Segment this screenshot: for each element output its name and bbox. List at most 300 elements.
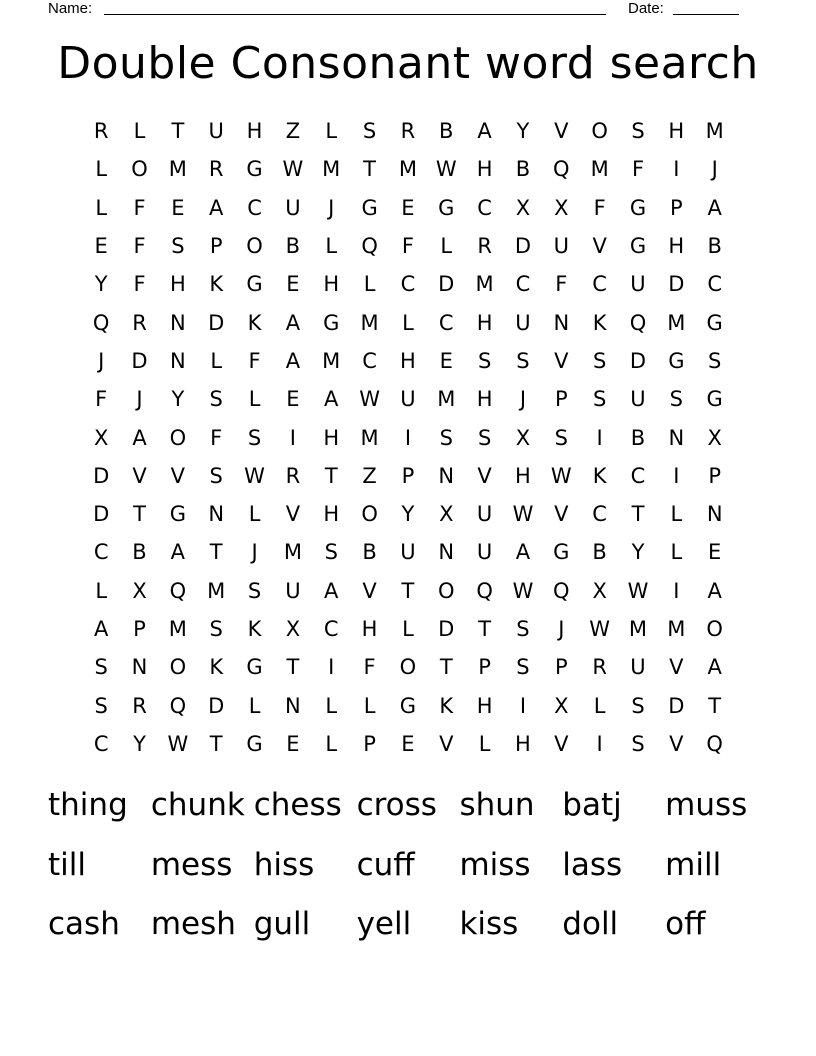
grid-letter: R (208, 157, 224, 182)
grid-letter: O (246, 234, 263, 259)
grid-letter: C (93, 540, 109, 565)
grid-letter: T (171, 119, 185, 144)
grid-letter: U (285, 195, 301, 220)
grid-letter: W (589, 617, 611, 641)
grid-letter: T (286, 655, 300, 680)
grid-letter: U (476, 502, 493, 527)
grid-letter: V (439, 731, 454, 756)
grid-row (82, 150, 734, 188)
grid-letter: H (668, 119, 685, 144)
grid-letter: M (628, 617, 648, 641)
grid-letter: M (360, 425, 379, 450)
grid-letter: Y (631, 540, 645, 565)
grid-letter: I (289, 425, 296, 450)
grid-letter: Q (553, 157, 570, 182)
word-bank-row (48, 836, 768, 896)
grid-letter: G (246, 157, 263, 182)
grid-letter: L (95, 578, 108, 603)
word-bank-item: batj (562, 787, 622, 824)
grid-letter: Q (553, 578, 570, 603)
date-label: Date: (628, 0, 664, 17)
grid-letter: L (670, 502, 683, 527)
grid-letter: P (669, 195, 683, 220)
grid-letter: C (362, 348, 377, 373)
grid-letter: F (133, 195, 146, 220)
grid-letter: P (478, 655, 491, 680)
grid-letter: K (439, 693, 454, 718)
grid-letter: E (286, 272, 300, 297)
grid-letter: C (247, 195, 262, 220)
grid-letter: H (476, 693, 493, 718)
grid-letter: B (630, 425, 646, 450)
grid-letter: Y (171, 387, 185, 412)
word-bank-item: off (665, 906, 706, 943)
grid-letter: F (555, 272, 568, 297)
grid-letter: F (133, 234, 146, 259)
grid-letter: F (133, 272, 146, 297)
grid-letter: M (475, 272, 494, 297)
grid-letter: S (247, 578, 262, 603)
grid-letter: W (512, 578, 534, 603)
grid-letter: S (631, 731, 645, 756)
grid-letter: W (627, 578, 649, 603)
grid-letter: T (401, 578, 415, 603)
grid-letter: D (629, 348, 647, 373)
grid-letter: O (361, 502, 378, 527)
grid-letter: D (514, 234, 532, 259)
grid-letter: T (209, 731, 223, 756)
grid-letter: G (246, 272, 263, 297)
grid-letter: H (476, 387, 493, 412)
grid-letter: P (554, 655, 568, 680)
grid-letter: I (596, 425, 603, 450)
grid-letter: I (519, 693, 527, 718)
grid-letter: G (706, 387, 723, 412)
grid-letter: S (554, 425, 568, 450)
word-bank-item: yell (356, 906, 412, 943)
grid-letter: A (285, 348, 301, 373)
grid-letter: H (515, 731, 531, 756)
grid-letter: F (401, 234, 414, 259)
grid-letter: W (550, 463, 572, 488)
grid-letter: G (706, 310, 723, 335)
grid-letter: E (94, 234, 108, 259)
grid-letter: W (512, 502, 534, 527)
grid-letter: M (437, 387, 456, 412)
grid-letter: W (167, 731, 189, 756)
grid-letter: G (668, 348, 685, 373)
grid-letter: C (592, 272, 607, 297)
grid-letter: F (363, 655, 376, 680)
word-bank-item: chunk (150, 787, 245, 824)
grid-letter: N (131, 655, 148, 680)
grid-letter: G (553, 540, 570, 565)
grid-letter: G (361, 195, 378, 220)
grid-letter: V (554, 731, 569, 756)
grid-letter: T (439, 655, 453, 680)
grid-letter: J (711, 157, 718, 182)
grid-letter: A (324, 578, 339, 603)
grid-letter: G (399, 693, 417, 718)
grid-letter: C (707, 272, 722, 297)
grid-letter: I (596, 731, 603, 756)
grid-letter: H (323, 502, 340, 527)
grid-letter: X (515, 195, 531, 220)
grid-letter: Q (92, 310, 110, 335)
grid-letter: X (515, 425, 531, 450)
grid-letter: K (247, 617, 262, 641)
grid-row (82, 227, 734, 265)
grid-letter: T (209, 540, 223, 565)
grid-letter: L (248, 387, 261, 412)
grid-letter: F (95, 387, 108, 412)
grid-letter: Y (401, 502, 415, 527)
grid-letter: X (132, 578, 147, 603)
grid-row (82, 495, 734, 533)
word-bank-item: muss (665, 787, 748, 824)
word-bank-item: cuff (356, 846, 415, 883)
grid-letter: L (325, 119, 338, 144)
grid-letter: T (324, 463, 338, 488)
grid-letter: S (209, 463, 223, 488)
grid-letter: A (515, 540, 531, 565)
grid-letter: C (400, 272, 416, 297)
grid-letter: L (95, 195, 108, 220)
name-label: Name: (48, 0, 93, 17)
grid-letter: S (247, 425, 262, 450)
grid-letter: H (169, 272, 186, 297)
grid-letter: S (631, 119, 645, 144)
word-bank-row (48, 895, 768, 955)
grid-row (82, 686, 734, 724)
grid-letter: G (323, 310, 340, 335)
grid-letter: R (400, 119, 416, 144)
grid-letter: H (400, 348, 416, 373)
grid-letter: G (629, 195, 647, 220)
grid-row (82, 610, 734, 648)
word-bank-row (48, 776, 768, 836)
grid-letter: M (168, 617, 187, 641)
grid-letter: S (439, 425, 453, 450)
grid-letter: M (705, 119, 724, 144)
grid-letter: F (248, 348, 261, 373)
grid-letter: D (438, 272, 455, 297)
date-blank-line (673, 14, 739, 15)
word-bank-item: gull (253, 906, 311, 943)
grid-letter: N (170, 348, 186, 373)
grid-letter: E (708, 540, 722, 565)
name-blank-line (104, 14, 606, 15)
grid-letter: Q (169, 578, 187, 603)
grid-letter: U (400, 540, 416, 565)
word-bank-item: chess (253, 787, 342, 824)
header (48, 0, 740, 20)
grid-letter: P (401, 463, 415, 488)
grid-letter: I (328, 655, 335, 680)
grid-letter: G (246, 731, 263, 756)
grid-row (82, 112, 734, 150)
grid-letter: N (438, 540, 455, 565)
grid-letter: S (94, 655, 108, 680)
grid-letter: B (707, 234, 722, 259)
grid-letter: C (630, 463, 646, 488)
word-bank-item: cash (48, 906, 120, 943)
grid-letter: I (404, 425, 412, 450)
grid-letter: L (325, 234, 338, 259)
grid-letter: X (554, 195, 569, 220)
grid-letter: U (400, 387, 416, 412)
grid-letter: X (707, 425, 722, 450)
grid-letter: P (209, 234, 223, 259)
grid-row (82, 572, 734, 610)
word-bank-item: mesh (150, 906, 236, 943)
word-bank-item: kiss (459, 906, 519, 943)
grid-letter: J (519, 387, 527, 412)
grid-letter: U (630, 272, 646, 297)
grid-letter: L (95, 157, 108, 182)
grid-letter: J (328, 195, 335, 220)
grid-letter: S (94, 693, 108, 718)
grid-letter: N (285, 693, 301, 718)
grid-letter: X (93, 425, 109, 450)
grid-letter: S (171, 234, 185, 259)
grid-letter: A (707, 578, 722, 603)
grid-letter: T (133, 502, 146, 527)
grid-letter: U (476, 540, 493, 565)
word-bank-item: shun (459, 787, 535, 824)
grid-letter: T (708, 693, 722, 718)
grid-letter: C (592, 502, 607, 527)
grid-row (82, 265, 734, 303)
grid-letter: P (554, 387, 568, 412)
grid-letter: O (399, 655, 417, 680)
grid-letter: U (285, 578, 301, 603)
grid-letter: T (363, 157, 376, 182)
grid-letter: M (398, 157, 417, 182)
grid-letter: V (362, 578, 377, 603)
grid-letter: N (170, 310, 186, 335)
grid-letter: X (554, 693, 569, 718)
grid-letter: N (706, 502, 723, 527)
grid-letter: V (592, 234, 607, 259)
grid-letter: S (631, 693, 645, 718)
grid-letter: Q (169, 693, 187, 718)
grid-letter: H (361, 617, 378, 641)
grid-letter: W (244, 463, 265, 488)
word-bank-item: hiss (253, 846, 315, 883)
grid-letter: S (477, 425, 492, 450)
grid-letter: O (169, 655, 187, 680)
grid-letter: C (515, 272, 531, 297)
grid-letter: Y (516, 119, 530, 144)
grid-letter: H (515, 463, 531, 488)
grid-letter: J (136, 387, 143, 412)
grid-letter: C (438, 310, 454, 335)
grid-letter: M (667, 310, 686, 335)
grid-letter: D (93, 463, 110, 488)
word-bank-item: doll (562, 906, 619, 943)
grid-letter: L (248, 502, 261, 527)
grid-letter: D (668, 272, 685, 297)
grid-letter: H (323, 425, 340, 450)
grid-letter: A (707, 195, 722, 220)
grid-letter: F (631, 157, 645, 182)
word-bank-item: mill (665, 846, 722, 883)
grid-letter: J (251, 540, 258, 565)
grid-letter: D (208, 693, 225, 718)
grid-letter: Y (133, 731, 146, 756)
grid-letter: L (478, 731, 491, 756)
grid-letter: Z (362, 463, 377, 488)
grid-letter: O (438, 578, 455, 603)
grid-row (82, 648, 734, 686)
grid-letter: Q (476, 578, 493, 603)
grid-letter: Q (629, 310, 647, 335)
grid-letter: L (248, 693, 261, 718)
grid-letter: H (668, 234, 685, 259)
grid-letter: U (630, 655, 646, 680)
grid-letter: E (171, 195, 185, 220)
grid-letter: O (706, 617, 723, 641)
grid-letter: G (438, 195, 455, 220)
grid-letter: W (282, 157, 304, 182)
letter-grid (82, 112, 734, 763)
word-bank-item: thing (48, 787, 128, 824)
grid-letter: R (285, 463, 301, 488)
grid-letter: N (208, 502, 225, 527)
grid-letter: N (668, 425, 685, 450)
grid-letter: V (554, 119, 569, 144)
grid-letter: A (170, 540, 186, 565)
grid-letter: L (440, 234, 453, 259)
grid-letter: S (592, 348, 607, 373)
grid-row (82, 189, 734, 227)
word-bank-item: till (48, 846, 86, 883)
grid-letter: V (669, 655, 684, 680)
grid-letter: L (402, 310, 414, 335)
grid-letter: H (476, 157, 493, 182)
grid-letter: L (402, 617, 414, 641)
grid-letter: A (132, 425, 147, 450)
grid-letter: V (477, 463, 492, 488)
grid-letter: P (363, 731, 376, 756)
grid-letter: R (132, 310, 147, 335)
grid-letter: D (438, 617, 455, 641)
grid-letter: C (93, 731, 109, 756)
grid-letter: M (322, 348, 341, 373)
grid-letter: B (592, 540, 607, 565)
grid-letter: F (210, 425, 223, 450)
word-bank-item: cross (356, 787, 437, 824)
grid-letter: M (283, 540, 302, 565)
grid-letter: N (438, 463, 455, 488)
grid-letter: L (325, 731, 338, 756)
grid-letter: M (322, 157, 341, 182)
grid-letter: X (285, 617, 301, 641)
grid-letter: D (131, 348, 148, 373)
grid-letter: W (435, 157, 457, 182)
grid-letter: U (208, 119, 224, 144)
grid-letter: L (363, 693, 376, 718)
grid-letter: T (478, 617, 492, 641)
grid-letter: S (516, 348, 530, 373)
grid-letter: H (246, 119, 263, 144)
grid-letter: M (168, 157, 187, 182)
grid-letter: D (208, 310, 225, 335)
grid-letter: S (209, 617, 223, 641)
grid-letter: L (210, 348, 223, 373)
grid-letter: J (98, 348, 105, 373)
grid-letter: M (667, 617, 686, 641)
grid-letter: A (324, 387, 339, 412)
grid-letter: S (477, 348, 492, 373)
grid-row (82, 457, 734, 495)
grid-letter: L (325, 693, 338, 718)
grid-letter: S (592, 387, 607, 412)
grid-letter: K (209, 272, 224, 297)
grid-letter: G (169, 502, 186, 527)
grid-letter: Q (706, 731, 723, 756)
grid-row (82, 533, 734, 571)
grid-letter: E (439, 348, 453, 373)
grid-letter: V (170, 463, 186, 488)
grid-letter: W (359, 387, 380, 412)
grid-letter: E (286, 731, 300, 756)
grid-letter: L (593, 693, 606, 718)
grid-letter: G (246, 655, 263, 680)
grid-letter: A (93, 617, 109, 641)
grid-letter: V (554, 348, 569, 373)
grid-letter: Q (361, 234, 378, 259)
grid-letter: K (209, 655, 224, 680)
grid-letter: H (476, 310, 493, 335)
grid-letter: V (554, 502, 569, 527)
grid-letter: K (592, 310, 607, 335)
grid-letter: I (673, 157, 680, 182)
grid-letter: P (708, 463, 721, 488)
grid-row (82, 342, 734, 380)
grid-letter: M (207, 578, 226, 603)
grid-row (82, 725, 734, 763)
word-bank-item: lass (562, 846, 623, 883)
grid-letter: E (286, 387, 300, 412)
grid-letter: I (673, 463, 680, 488)
grid-row (82, 303, 734, 341)
grid-letter: Y (94, 272, 108, 297)
grid-letter: H (323, 272, 340, 297)
grid-letter: Z (285, 119, 301, 144)
grid-letter: S (516, 655, 530, 680)
grid-letter: X (439, 502, 454, 527)
grid-letter: B (439, 119, 454, 144)
grid-letter: S (708, 348, 722, 373)
page-title: Double Consonant word search (57, 38, 759, 89)
grid-letter: U (515, 310, 531, 335)
grid-letter: V (669, 731, 684, 756)
grid-letter: A (477, 119, 492, 144)
grid-letter: V (132, 463, 147, 488)
grid-letter: R (592, 655, 607, 680)
grid-letter: K (247, 310, 262, 335)
grid-letter: A (285, 310, 301, 335)
grid-letter: U (630, 387, 646, 412)
grid-letter: T (631, 502, 645, 527)
grid-letter: J (558, 617, 565, 641)
grid-letter: G (629, 234, 647, 259)
grid-letter: C (323, 617, 339, 641)
grid-letter: O (131, 157, 148, 182)
grid-letter: R (477, 234, 492, 259)
